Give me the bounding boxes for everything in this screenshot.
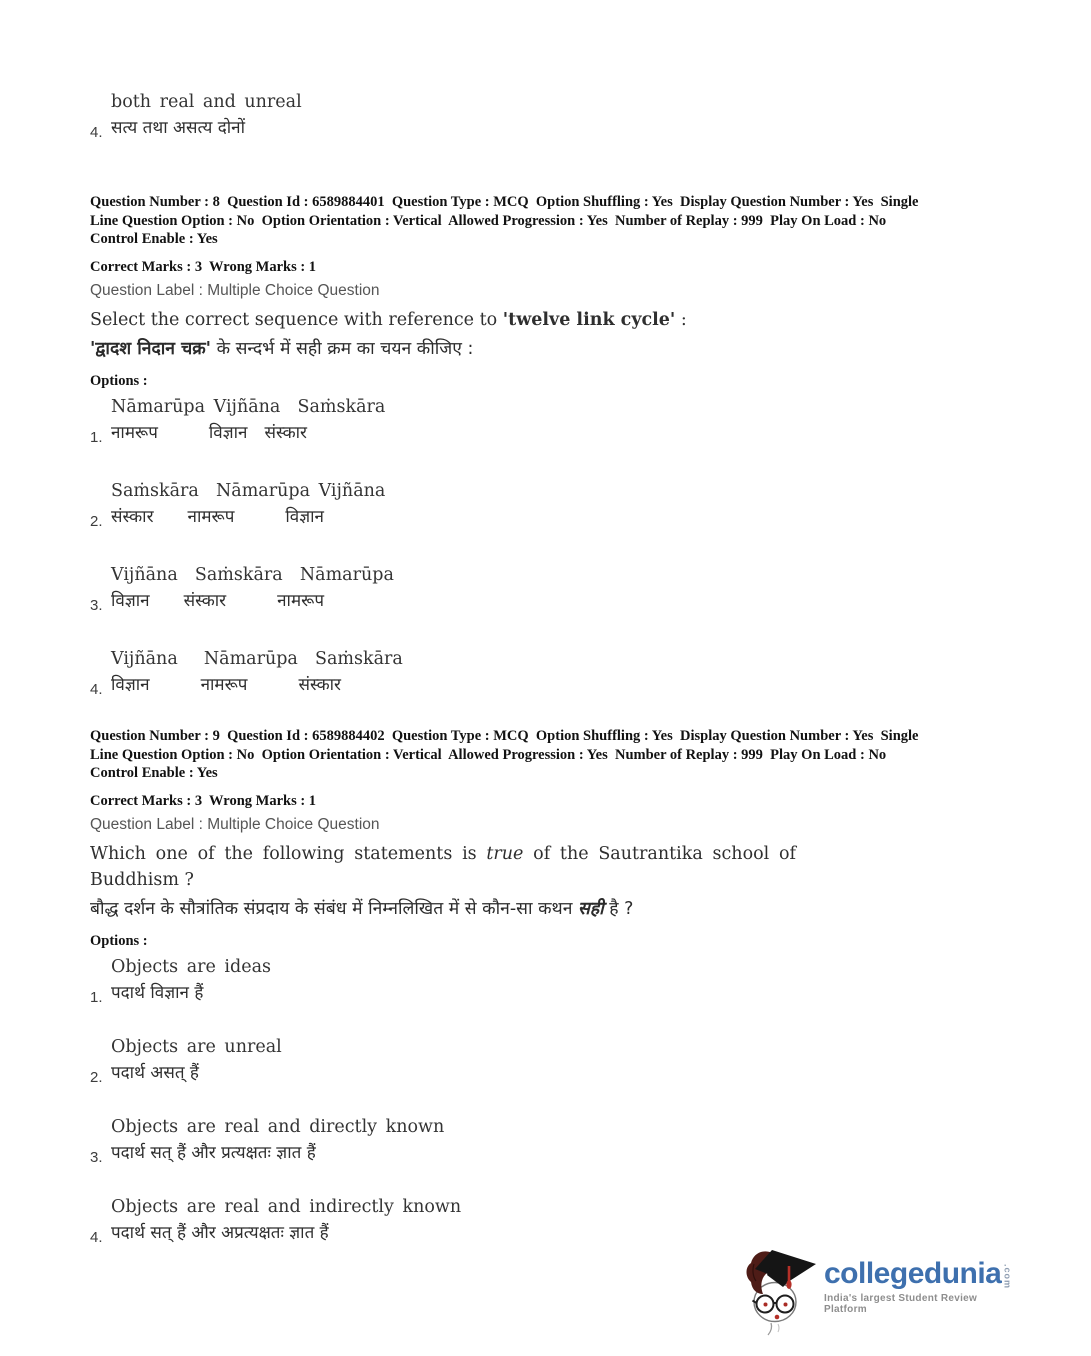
option-number: 4. [90, 680, 103, 698]
question-label: Question Label : Multiple Choice Question [90, 816, 380, 833]
option-text-en: Objects are real and directly known [111, 1116, 445, 1137]
option-row-2 [90, 1035, 932, 1087]
question-text-hi-post: है ? [603, 899, 634, 919]
question-9-block [90, 727, 932, 1275]
option-text-hi: नामरूप विज्ञान संस्कार [111, 422, 307, 443]
option-text-en: Vijñāna Saṁskāra Nāmarūpa [111, 564, 394, 585]
option-number: 4. [90, 124, 103, 141]
question-label: Question Label : Multiple Choice Question [90, 282, 380, 299]
option-number: 2. [90, 512, 103, 530]
options-heading: Options : [90, 933, 148, 949]
option-number: 4. [90, 1228, 103, 1246]
question-meta: Question Number : 9 Question Id : 6589884402 Question Type : MCQ Option Shuffling : Yes Display Question Number : Yes Single Line Question Option : No Option Orientation : Vertical Allowed Progression : Yes Number of Replay : 999 Play On Load : No Control Enable : Yes [90, 728, 923, 781]
question-text-hi-rest: के सन्दर्भ में सही क्रम का चयन कीजिए : [211, 339, 474, 359]
option-text-hi: सत्य तथा असत्य दोनों [111, 118, 245, 138]
option-text-hi: संस्कार नामरूप विज्ञान [111, 506, 324, 527]
option-text-en: Objects are real and indirectly known [111, 1196, 462, 1217]
question-text-en-post: : [675, 310, 687, 330]
question-marks: Correct Marks : 3 Wrong Marks : 1 [90, 258, 317, 275]
option-row-4 [90, 1195, 932, 1247]
option-text-en: both real and unreal [111, 92, 302, 112]
option-text-en: Objects are ideas [111, 956, 271, 977]
options-heading: Options : [90, 373, 148, 389]
question-marks: Correct Marks : 3 Wrong Marks : 1 [90, 792, 317, 809]
question-text-hi-bold-italic: सही [578, 899, 604, 919]
option-number: 3. [90, 1148, 103, 1166]
option-row-3 [90, 563, 932, 615]
option-text-en: Vijñāna Nāmarūpa Saṁskāra [111, 648, 403, 669]
option-text-hi: पदार्थ सत् हैं और अप्रत्यक्षतः ज्ञात हैं [111, 1222, 329, 1243]
graduate-mascot-icon [742, 1244, 820, 1344]
option-text-hi: विज्ञान नामरूप संस्कार [111, 674, 341, 695]
question-text-en-pre: Which one of the following statements is [90, 844, 487, 864]
options-list [90, 395, 932, 699]
option-row-1 [90, 395, 932, 447]
question-text-en-post: of the Sautrantika school of Buddhism ? [90, 844, 796, 890]
option-row-4 [90, 647, 932, 699]
brand-tld: .com [1002, 1264, 1013, 1290]
collegedunia-logo [742, 1244, 1012, 1344]
options-list [90, 955, 932, 1247]
question-meta: Question Number : 8 Question Id : 6589884401 Question Type : MCQ Option Shuffling : Yes Display Question Number : Yes Single Line Question Option : No Option Orientation : Vertical Allowed Progression : Yes Number of Replay : 999 Play On Load : No Control Enable : Yes [90, 194, 923, 247]
option-number: 1. [90, 988, 103, 1006]
question-text-hi-bold: 'द्वादश निदान चक्र' [90, 339, 212, 359]
option-row-3 [90, 1115, 932, 1167]
question-text-en [90, 841, 796, 893]
option-text-hi: विज्ञान संस्कार नामरूप [111, 590, 324, 611]
option-text-hi: पदार्थ सत् हैं और प्रत्यक्षतः ज्ञात हैं [111, 1142, 316, 1163]
question-text-en-bold: 'twelve link cycle' [502, 310, 676, 330]
option-number: 1. [90, 428, 103, 446]
brand-name: collegedunia [824, 1257, 1002, 1290]
question-text-en [90, 307, 932, 333]
question-8-block [90, 193, 932, 731]
logo-text [824, 1244, 1012, 1315]
option-text-en: Objects are unreal [111, 1036, 282, 1057]
option-number: 2. [90, 1068, 103, 1086]
fragment-option-4 [90, 90, 1091, 142]
question-text-hi [90, 895, 932, 923]
question-text-hi-pre: बौद्ध दर्शन के सौत्रांतिक संप्रदाय के संबंध में निम्नलिखित में से कौन-सा कथन [90, 899, 578, 919]
option-text-hi: पदार्थ असत् हैं [111, 1062, 199, 1083]
brand-tagline: India's largest Student Review Platform [824, 1293, 978, 1315]
option-text-hi: पदार्थ विज्ञान हैं [111, 982, 204, 1003]
option-number: 3. [90, 596, 103, 614]
question-text-hi [90, 335, 932, 363]
option-row-1 [90, 955, 932, 1007]
option-text-en: Nāmarūpa Vijñāna Saṁskāra [111, 396, 386, 417]
option-text-en: Saṁskāra Nāmarūpa Vijñāna [111, 480, 386, 501]
question-text-en-pre: Select the correct sequence with reference to [90, 310, 503, 330]
option-row-2 [90, 479, 932, 531]
question-text-en-italic: true [486, 844, 524, 864]
